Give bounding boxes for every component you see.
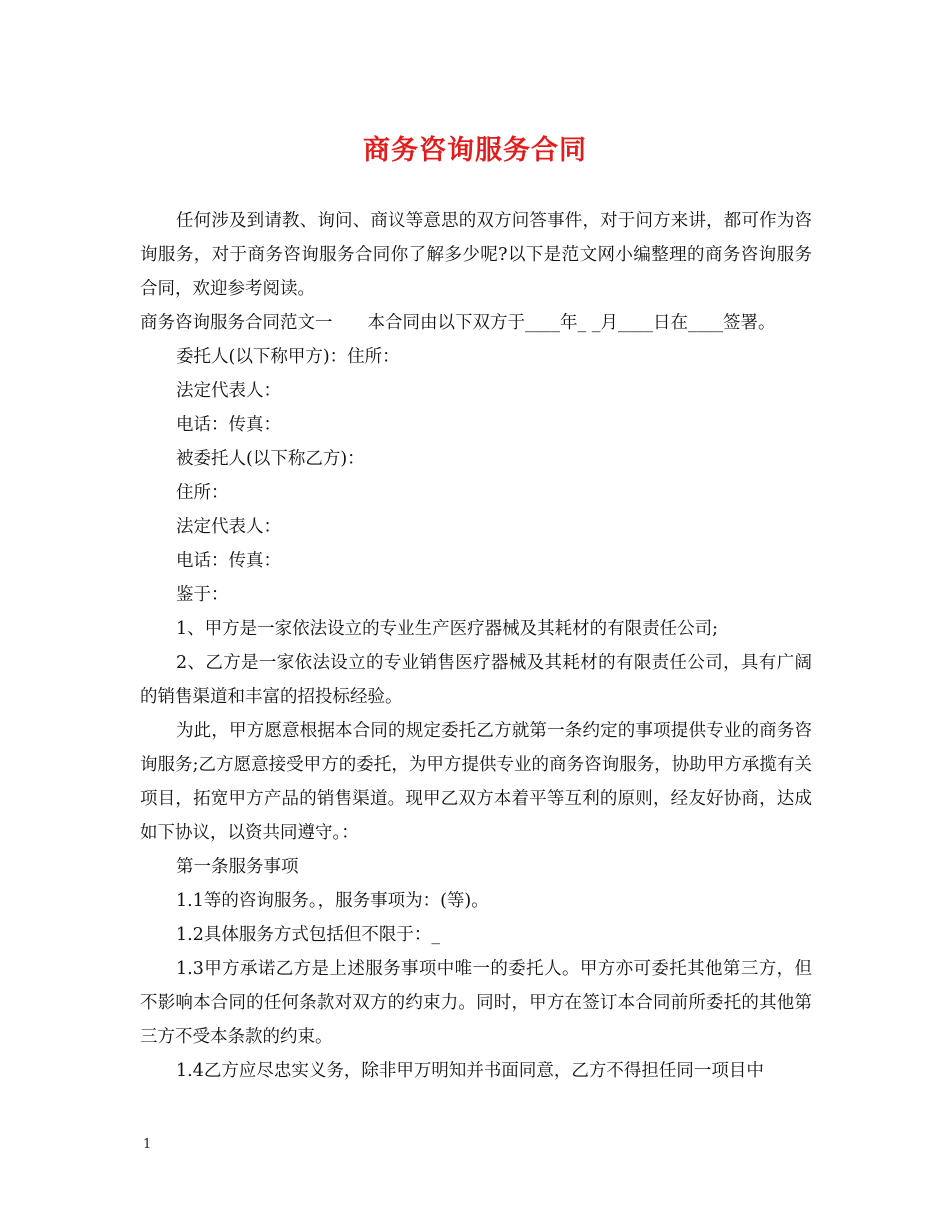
clause-1-2: 1.2具体服务方式包括但不限于：_ <box>176 925 441 945</box>
clause-1-3: 1.3甲方承诺乙方是上述服务事项中唯一的委托人。甲方亦可委托其他第三方，但不影响本合同的任何条款对双方的约束力。同时，甲方在签订本合同前所委托的其他第三方不受本条款的约束。 <box>140 959 812 1047</box>
whereas-heading: 鉴于： <box>176 585 229 605</box>
party-b-representative: 法定代表人： <box>176 517 281 537</box>
contract-heading-line: 商务咨询服务合同范文一 本合同由以下双方于____年_ _月____日在____签署。 <box>140 313 776 333</box>
clause-1-4: 1.4乙方应尽忠实义务，除非甲万明知并书面同意，乙方不得担任同一项目中 <box>176 1061 764 1081</box>
whereas-item-1: 1、甲方是一家依法设立的专业生产医疗器械及其耗材的有限责任公司; <box>176 619 719 639</box>
party-a-representative: 法定代表人： <box>176 381 281 401</box>
document-body <box>140 204 812 1088</box>
whereas-item-2: 2、乙方是一家依法设立的专业销售医疗器械及其耗材的有限责任公司，具有广阔的销售渠道和丰富的招投标经验。 <box>140 653 812 707</box>
party-a-contact: 电话：传真： <box>176 415 281 435</box>
agreement-paragraph: 为此，甲方愿意根据本合同的规定委托乙方就第一条约定的事项提供专业的商务咨询服务;乙方愿意接受甲方的委托，为甲方提供专业的商务咨询服务，协助甲方承揽有关项目，拓宽甲方产品的销售渠道。现甲乙双方本着平等互利的原则，经友好协商，达成如下协议，以资共同遵守。： <box>140 721 812 843</box>
party-a-line: 委托人(以下称甲方)：住所： <box>176 347 400 367</box>
document-title: 商务咨询服务合同 <box>363 135 587 166</box>
party-b-contact: 电话：传真： <box>176 551 281 571</box>
intro-paragraph: 任何涉及到请教、询问、商议等意思的双方问答事件，对于问方来讲，都可作为咨询服务，对于商务咨询服务合同你了解多少呢?以下是范文网小编整理的商务咨询服务合同，欢迎参考阅读。 <box>140 211 812 299</box>
article-one-heading: 第一条服务事项 <box>176 857 299 877</box>
page-number: 1 <box>143 1137 152 1152</box>
party-b-line: 被委托人(以下称乙方)： <box>176 449 365 469</box>
clause-1-1: 1.1等的咨询服务。，服务事项为：(等)。 <box>176 891 489 911</box>
party-b-address: 住所： <box>176 483 229 503</box>
